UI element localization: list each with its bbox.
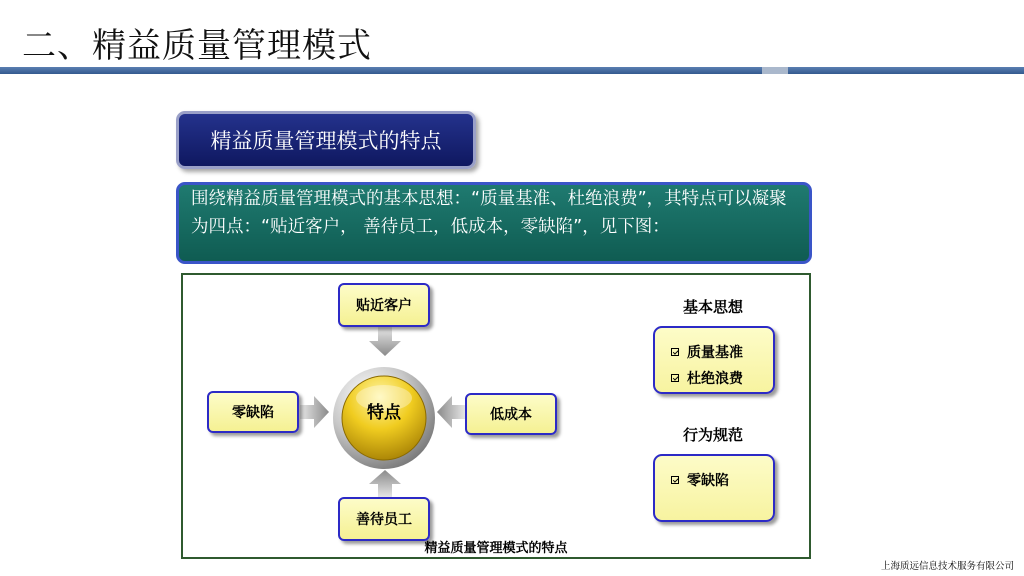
title-rule-notch (762, 67, 788, 74)
slide-title: 二、精益质量管理模式 (22, 26, 372, 66)
behavior-norm-panel (653, 454, 775, 522)
list-item (671, 342, 743, 362)
center-label: 特点 (367, 403, 401, 423)
footer-company: 上海质远信息技术服务有限公司 (880, 561, 1014, 572)
figure-caption: 精益质量管理模式的特点 (424, 541, 568, 556)
list-item-label: 质量基准 (687, 345, 743, 361)
node-left: 零缺陷 (207, 391, 299, 433)
list-item-label: 零缺陷 (687, 473, 729, 489)
arrow-left-icon (437, 395, 467, 429)
node-bottom: 善待员工 (338, 497, 430, 541)
node-top: 贴近客户 (338, 283, 430, 327)
basic-thought-heading: 基本思想 (682, 298, 743, 316)
section-heading: 精益质量管理模式的特点 (176, 111, 476, 169)
node-right: 低成本 (465, 393, 557, 435)
arrow-up-icon (368, 470, 402, 498)
behavior-norm-heading: 行为规范 (682, 426, 743, 444)
arrow-down-icon (368, 327, 402, 357)
checkbox-icon (671, 476, 679, 484)
list-item-label: 杜绝浪费 (687, 371, 743, 387)
arrow-right-icon (300, 395, 330, 429)
checkbox-icon (671, 348, 679, 356)
basic-thought-panel (653, 326, 775, 394)
title-rule (0, 67, 1024, 74)
intro-text: 围绕精益质量管理模式的基本思想：“质量基准、杜绝浪费”，其特点可以凝聚为四点：“贴近客户， 善待员工，低成本，零缺陷”，见下图： (176, 182, 812, 264)
list-item (671, 470, 729, 490)
list-item (671, 368, 743, 388)
checkbox-icon (671, 374, 679, 382)
